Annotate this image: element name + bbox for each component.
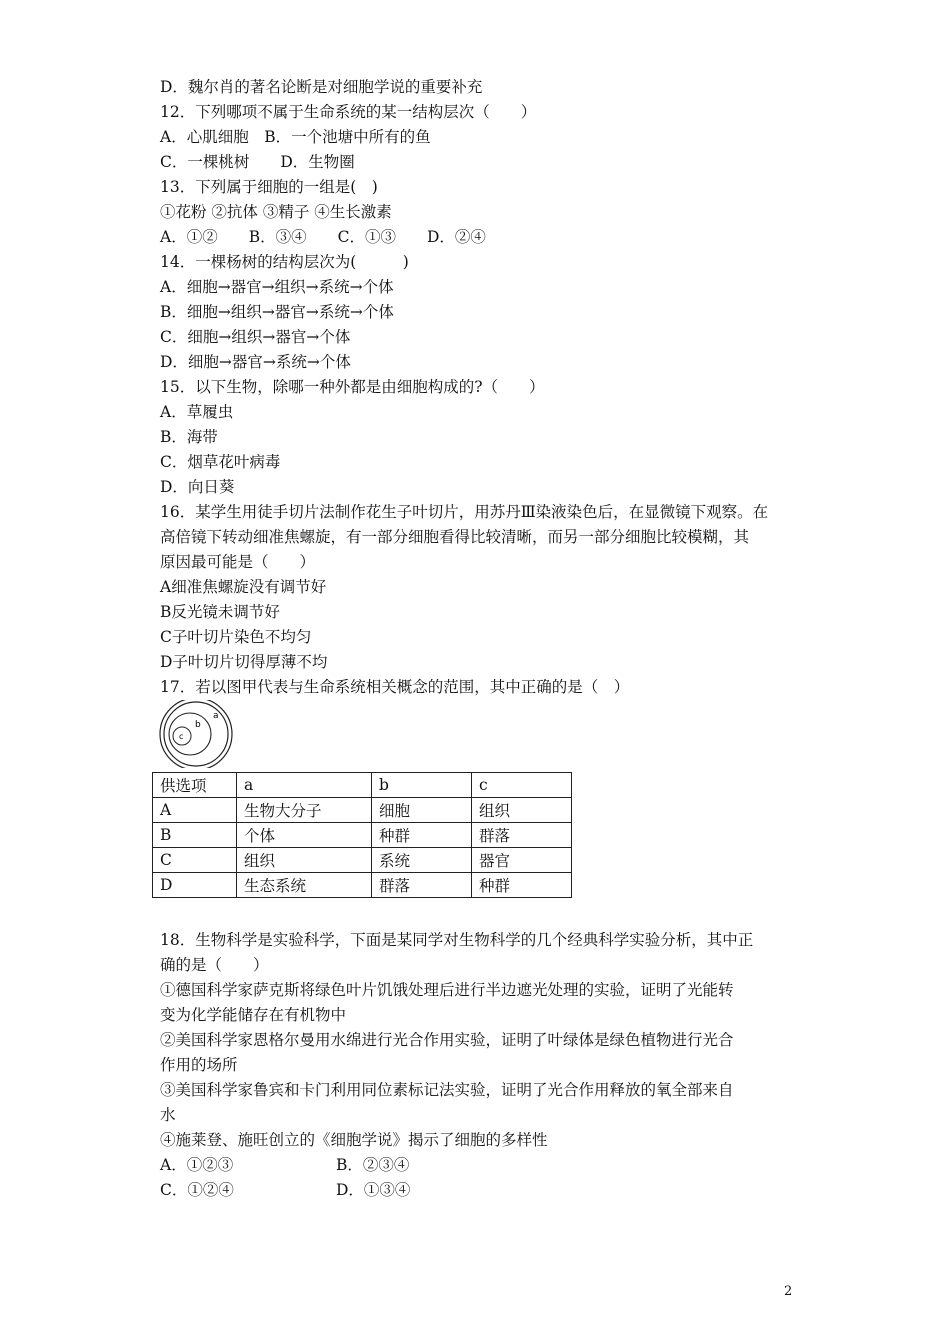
q13-items: ①花粉 ②抗体 ③精子 ④生长激素: [160, 203, 392, 221]
table-row: [153, 798, 572, 823]
q14-option-d: D．细胞→器官→系统→个体: [160, 353, 351, 371]
q11-option-d: D．魏尔肖的著名论断是对细胞学说的重要补充: [160, 78, 483, 96]
q14-stem: 14．一棵杨树的结构层次为( ): [160, 253, 409, 271]
q13-options: A．①② B．③④ C．①③ D．②④: [160, 228, 486, 246]
q15-option-c: C．烟草花叶病毒: [160, 453, 281, 471]
q17-options-table: [152, 772, 572, 898]
table-cell: 生物大分子: [237, 798, 372, 823]
table-row: [153, 848, 572, 873]
q18-item3-line1: ③美国科学家鲁宾和卡门利用同位素标记法实验，证明了光合作用释放的氧全部来自: [160, 1081, 734, 1099]
table-cell: 细胞: [372, 798, 472, 823]
q18-stem-line1: 18．生物科学是实验科学，下面是某同学对生物科学的几个经典科学实验分析，其中正: [160, 931, 754, 949]
table-header-cell: 供选项: [153, 773, 237, 798]
table-cell: 群落: [472, 823, 572, 848]
q18-option-a: A．①②③: [160, 1156, 234, 1174]
q15-option-a: A．草履虫: [160, 403, 234, 421]
label-b: b: [195, 720, 201, 730]
table-row: [153, 823, 572, 848]
q17-stem: 17．若以图甲代表与生命系统相关概念的范围，其中正确的是（ ）: [160, 678, 630, 696]
table-row: [153, 873, 572, 898]
q18-item1-line1: ①德国科学家萨克斯将绿色叶片饥饿处理后进行半边遮光处理的实验，证明了光能转: [160, 981, 734, 999]
q18-item3-line2: 水: [160, 1106, 176, 1124]
outer-ring-outer: [160, 700, 232, 768]
q18-options-row2: [160, 1180, 411, 1200]
q15-option-b: B．海带: [160, 428, 218, 446]
q18-option-b: B．②③④: [336, 1156, 410, 1174]
q18-option-c: C．①②④: [160, 1181, 234, 1199]
q13-stem: 13．下列属于细胞的一组是( ): [160, 178, 378, 196]
q12-stem: 12．下列哪项不属于生命系统的某一结构层次（ ）: [160, 103, 537, 121]
q18-option-d: D．①③④: [336, 1181, 411, 1199]
table-cell: 生态系统: [237, 873, 372, 898]
table-header-row: [153, 773, 572, 798]
table-cell: C: [153, 848, 237, 873]
table-cell: B: [153, 823, 237, 848]
q12-options-cd: C．一棵桃树 D．生物圈: [160, 153, 355, 171]
table-header-cell: a: [237, 773, 372, 798]
table-cell: 器官: [472, 848, 572, 873]
table-header-cell: b: [372, 773, 472, 798]
q18-stem-line2: 确的是（ ）: [160, 956, 269, 974]
table-cell: A: [153, 798, 237, 823]
q18-item2-line2: 作用的场所: [160, 1056, 238, 1074]
q16-option-d: D子叶切片切得厚薄不均: [160, 653, 328, 671]
q14-option-a: A．细胞→器官→组织→系统→个体: [160, 278, 394, 296]
table-header-cell: c: [472, 773, 572, 798]
table-cell: 个体: [237, 823, 372, 848]
q16-stem-line1: 16．某学生用徒手切片法制作花生子叶切片，用苏丹Ⅲ染液染色后，在显微镜下观察。在: [160, 503, 769, 521]
q14-option-c: C．细胞→组织→器官→个体: [160, 328, 351, 346]
table-cell: 组织: [237, 848, 372, 873]
nested-circles-diagram: [158, 700, 236, 768]
q15-option-d: D．向日葵: [160, 478, 235, 496]
q16-option-b: B反光镜未调节好: [160, 603, 280, 621]
q12-options-ab: A．心肌细胞 B．一个池塘中所有的鱼: [160, 128, 431, 146]
table-cell: 组织: [472, 798, 572, 823]
table-cell: 系统: [372, 848, 472, 873]
table-cell: D: [153, 873, 237, 898]
q16-stem-line2: 高倍镜下转动细准焦螺旋，有一部分细胞看得比较清晰，而另一部分细胞比较模糊，其: [160, 528, 750, 546]
table-cell: 种群: [472, 873, 572, 898]
table-cell: 群落: [372, 873, 472, 898]
circle-b: [169, 713, 211, 755]
q18-item1-line2: 变为化学能储存在有机物中: [160, 1006, 347, 1024]
q18-item2-line1: ②美国科学家恩格尔曼用水绵进行光合作用实验，证明了叶绿体是绿色植物进行光合: [160, 1031, 734, 1049]
q15-stem: 15．以下生物，除哪一种外都是由细胞构成的?（ ）: [160, 378, 545, 396]
label-c: c: [179, 732, 184, 741]
q14-option-b: B．细胞→组织→器官→系统→个体: [160, 303, 394, 321]
q16-option-a: A细准焦螺旋没有调节好: [160, 578, 327, 596]
q16-stem-line3: 原因最可能是（ ）: [160, 553, 316, 571]
q18-item4: ④施莱登、施旺创立的《细胞学说》揭示了细胞的多样性: [160, 1131, 548, 1149]
q18-options-row1: [160, 1155, 410, 1175]
page-number: 2: [784, 1284, 793, 1299]
q16-option-c: C子叶切片染色不均匀: [160, 628, 312, 646]
table-cell: 种群: [372, 823, 472, 848]
label-a: a: [213, 711, 219, 721]
